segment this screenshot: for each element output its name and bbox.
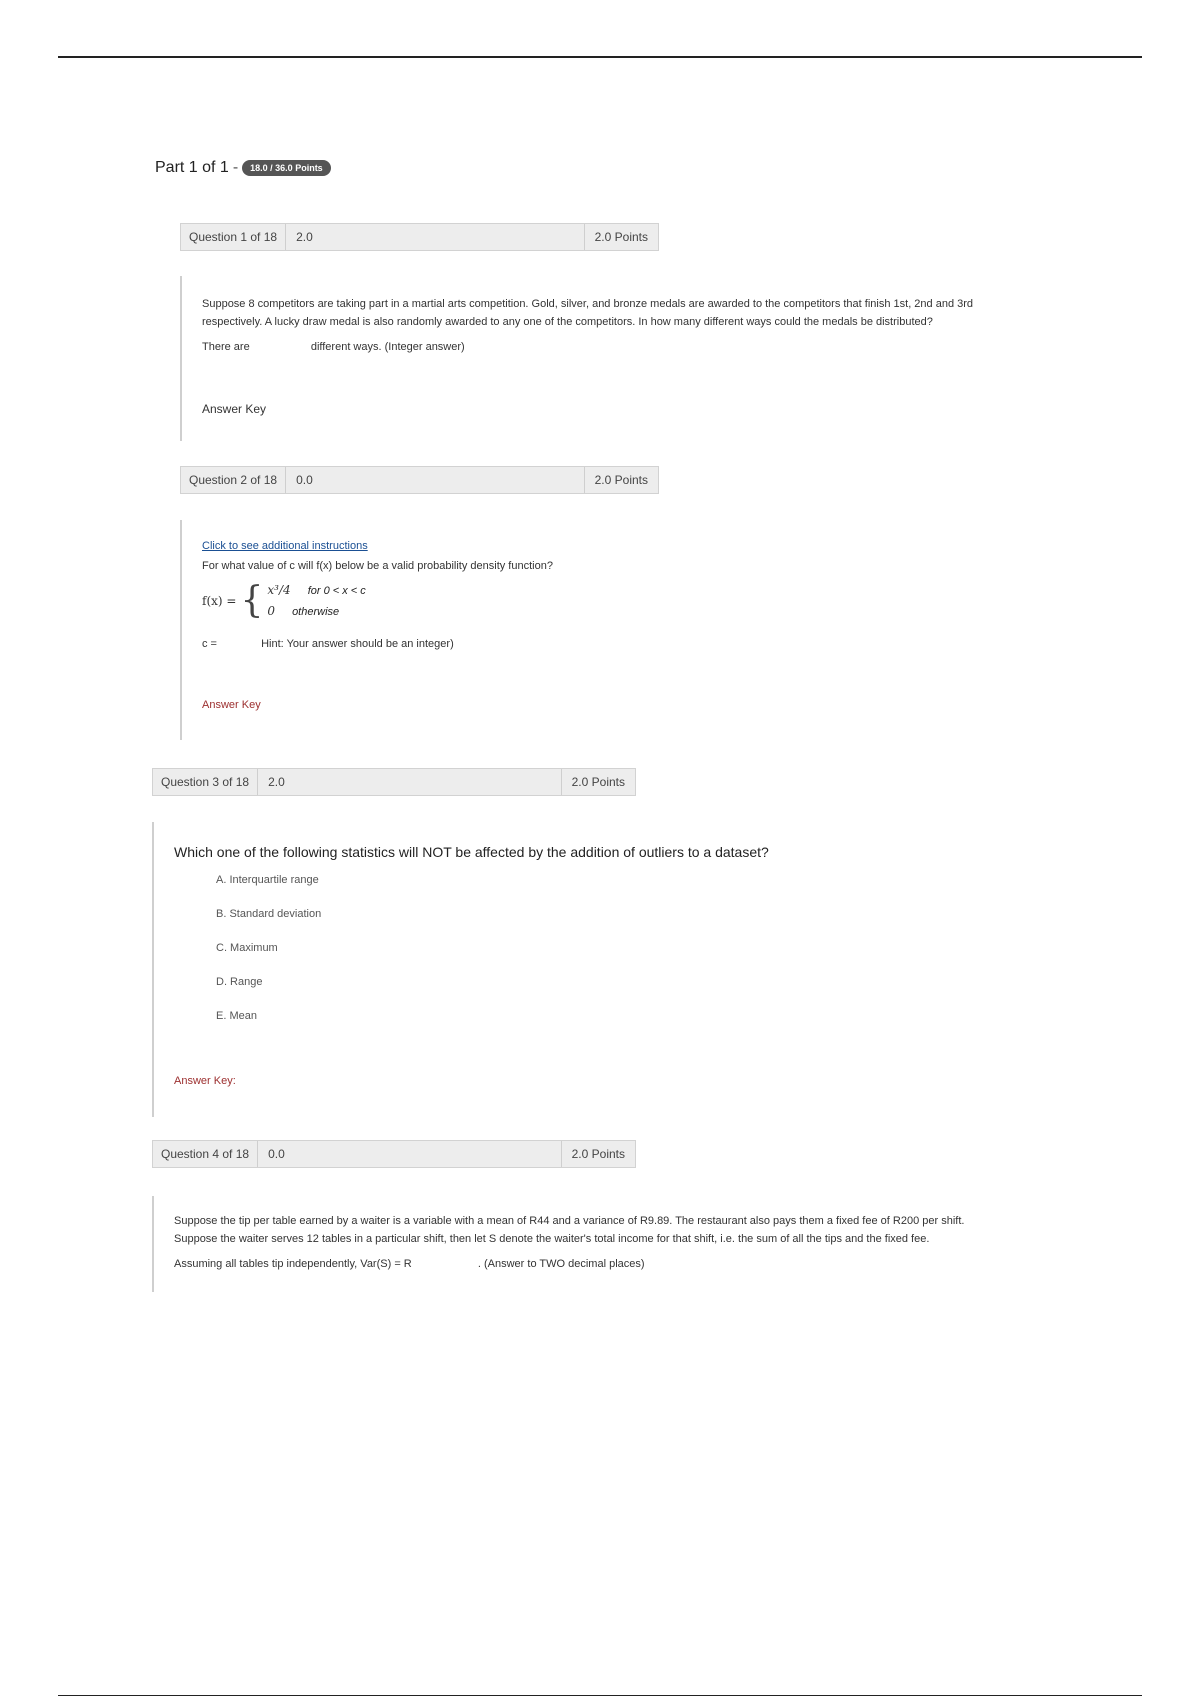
fill-prefix: Assuming all tables tip independently, Var(S) = R [174,1258,412,1270]
question-score: 2.0 [296,230,313,244]
question-score: 0.0 [296,473,313,487]
option-b[interactable]: B. Standard deviation [216,908,322,920]
fx-label: f(x) = [202,594,237,608]
question-2-header [180,466,659,494]
option-c[interactable]: C. Maximum [216,942,278,954]
question-4-header [152,1140,636,1168]
c-label: c = [202,638,217,650]
fill-prefix: There are [202,341,250,353]
question-3-body [152,822,1052,1117]
question-text: For what value of c will f(x) below be a valid probability density function? [202,560,553,572]
bottom-rule [58,1695,1142,1696]
question-1-header [180,223,659,251]
question-3-header [152,768,636,796]
question-number: Question 1 of 18 [181,224,286,250]
question-points: 2.0 Points [584,224,658,250]
case-2 [267,601,365,622]
top-rule [58,56,1142,58]
case-2-expr: 0 [267,604,275,618]
fill-in-line [174,1258,645,1270]
question-text-line: Suppose the waiter serves 12 tables in a particular shift, then let S denote the waiter's total income for that shift, i.e. the sum of all the tips and the fixed fee. [174,1233,930,1245]
fill-in-line [202,341,465,353]
case-1-expr: x³/4 [267,583,291,597]
question-number: Question 2 of 18 [181,467,286,493]
answer-key-label[interactable]: Answer Key [202,402,267,416]
piecewise-cases [267,580,365,622]
part-header [155,159,331,177]
question-4-body [152,1196,1092,1292]
question-points: 2.0 Points [561,769,635,795]
question-text [174,1212,1094,1248]
case-1 [267,580,365,601]
question-number: Question 3 of 18 [153,769,258,795]
option-e[interactable]: E. Mean [216,1010,257,1022]
option-d[interactable]: D. Range [216,976,263,988]
pdf-formula [202,580,366,622]
question-text-line: Suppose 8 competitors are taking part in a martial arts competition. Gold, silver, and bronze medals are awarded to the competitors that finish 1st, 2nd and 3rd [202,298,974,310]
question-1-body [180,276,1080,441]
question-text-line: respectively. A lucky draw medal is also randomly awarded to any one of the competitors. In how many different ways could the medals be distributed? [202,316,933,328]
question-prompt: Which one of the following statistics will NOT be affected by the addition of outliers to a dataset? [174,844,769,860]
question-score: 0.0 [268,1147,285,1161]
question-score: 2.0 [268,775,285,789]
question-number: Question 4 of 18 [153,1141,258,1167]
score-badge: 18.0 / 36.0 Points [242,160,331,176]
brace: { [240,580,264,621]
hint-text: Hint: Your answer should be an integer) [261,638,454,650]
additional-instructions-link[interactable]: Click to see additional instructions [202,540,368,552]
answer-key-label[interactable]: Answer Key [202,699,261,711]
answer-key-label[interactable]: Answer Key: [174,1075,236,1087]
question-points: 2.0 Points [584,467,658,493]
part-title: Part 1 of 1 [155,159,229,176]
fill-suffix: different ways. (Integer answer) [310,341,465,353]
options-list [216,863,321,1033]
case-2-condition: otherwise [292,606,340,618]
fill-suffix: . (Answer to TWO decimal places) [477,1258,645,1270]
option-a[interactable]: A. Interquartile range [216,874,319,886]
question-text-line: Suppose the tip per table earned by a waiter is a variable with a mean of R44 and a variance of R9.89. The restaurant also pays them a fixed fee of R200 per shift. [174,1215,965,1227]
question-2-body [180,520,980,740]
question-points: 2.0 Points [561,1141,635,1167]
case-1-condition: for 0 < x < c [307,585,366,597]
fill-in-line [202,638,454,650]
part-separator: - [232,159,239,176]
question-text [202,295,1082,331]
